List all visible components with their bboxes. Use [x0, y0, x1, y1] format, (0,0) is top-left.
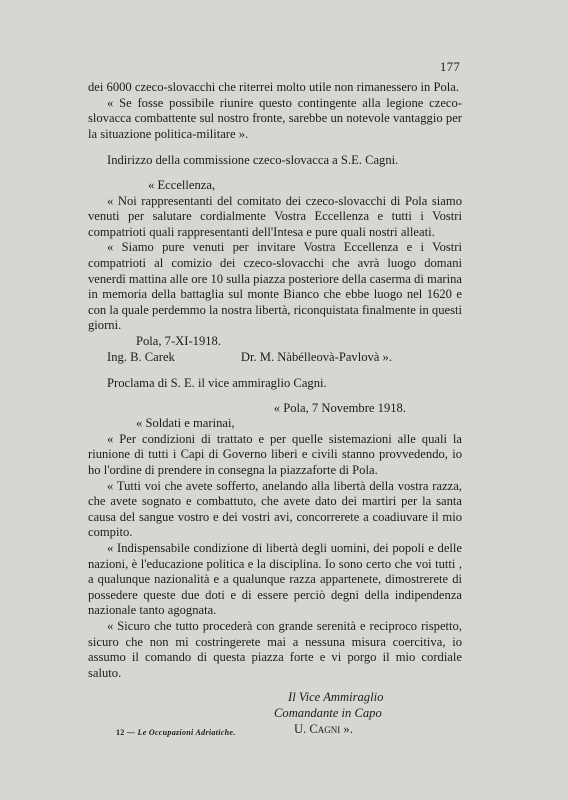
paragraph: « Siamo pure venuti per invitare Vostra Eccellenza e i Vostri compatrioti al comizio dei czeco-slovacchi che avrà luogo domani venerdì mattina alle ore 10 sulla piazza posteriore della caserma di marina in memoria della battaglia sul monte Bianco che ebbe luogo nel 1620 e con la quale perdemmo la nostra libertà, riconquistata finalmente in questi giorni. [88, 240, 462, 333]
paragraph: « Sicuro che tutto procederà con grande serenità e reciproco rispetto, sicuro che non mi costringerete mai a nessuna misura coercitiva, io assumo il comando di questa piazza forte e vi porgo il mio cordiale saluto. [88, 619, 462, 680]
paragraph: « Tutti voi che avete sofferto, anelando alla libertà della vostra razza, che avete sognato e combattuto, che avete dato dei martiri per la santa causa del sangue vostro e dei vostri avi, concorrerete a coadiuvare il mio compito. [88, 478, 462, 540]
signature-row [88, 350, 462, 366]
section-heading: Proclama di S. E. il vice ammiraglio Cagni. [107, 376, 327, 391]
paragraph: « Se fosse possibile riunire questo contingente alla legione czeco-slovacca combattente sul nostro fronte, sarebbe un notevole vantaggio per la situazione politica-militare ». [88, 95, 462, 141]
signature-left: Ing. B. Carek [107, 349, 175, 364]
date-line: « Pola, 7 Novembre 1918. [273, 400, 406, 415]
signature-title: Comandante in Capo [274, 705, 382, 720]
signature-title: Il Vice Ammiraglio [288, 690, 384, 705]
signature-name: U. Cagni ». [294, 721, 353, 736]
paragraph: « Indispensabile condizione di libertà degli uomini, dei popoli e delle nazioni, è l'educazione politica e la disciplina. Io sono certo che voi tutti , a qualunque nazionalità e a qualunque razza appartenete, dimostrerete di possedere queste due doti e di essere perciò degni della indipendenza nazionale tanto agognata. [88, 541, 462, 618]
date-line: Pola, 7-XI-1918. [136, 333, 221, 348]
section-heading: Indirizzo della commissione czeco-slovacca a S.E. Cagni. [107, 153, 399, 168]
footer-title: Le Occupazioni Adriatiche. [137, 728, 236, 737]
paragraph: dei 6000 czeco-slovacchi che riterrei molto utile non rimanessero in Pola. [88, 80, 460, 94]
footer-separator: — [126, 728, 136, 737]
signature-right: Dr. M. Nàbélleovà-Pavlovà ». [240, 349, 392, 364]
salutation: « Soldati e marinai, [136, 416, 235, 431]
paragraph: « Noi rappresentanti del comitato dei czeco-slovacchi di Pola siamo venuti per salutare cordialmente Vostra Eccellenza e tutti i Vostri compatrioti quali rappresentanti dell'Intesa e pure quali nostri alleati. [88, 193, 462, 239]
page-number: 177 [440, 60, 461, 74]
paragraph: « Per condizioni di trattato e per quelle sistemazioni alle quali la riunione di tutti i Capi di Governo liberi e civili stanno provvedendo, io ho l'ordine di prendere in consegna la piazzaforte di Pola. [88, 431, 462, 478]
salutation: « Eccellenza, [148, 177, 216, 192]
body-text [88, 80, 462, 737]
footer [116, 728, 236, 737]
footer-number: 12 [116, 728, 125, 737]
